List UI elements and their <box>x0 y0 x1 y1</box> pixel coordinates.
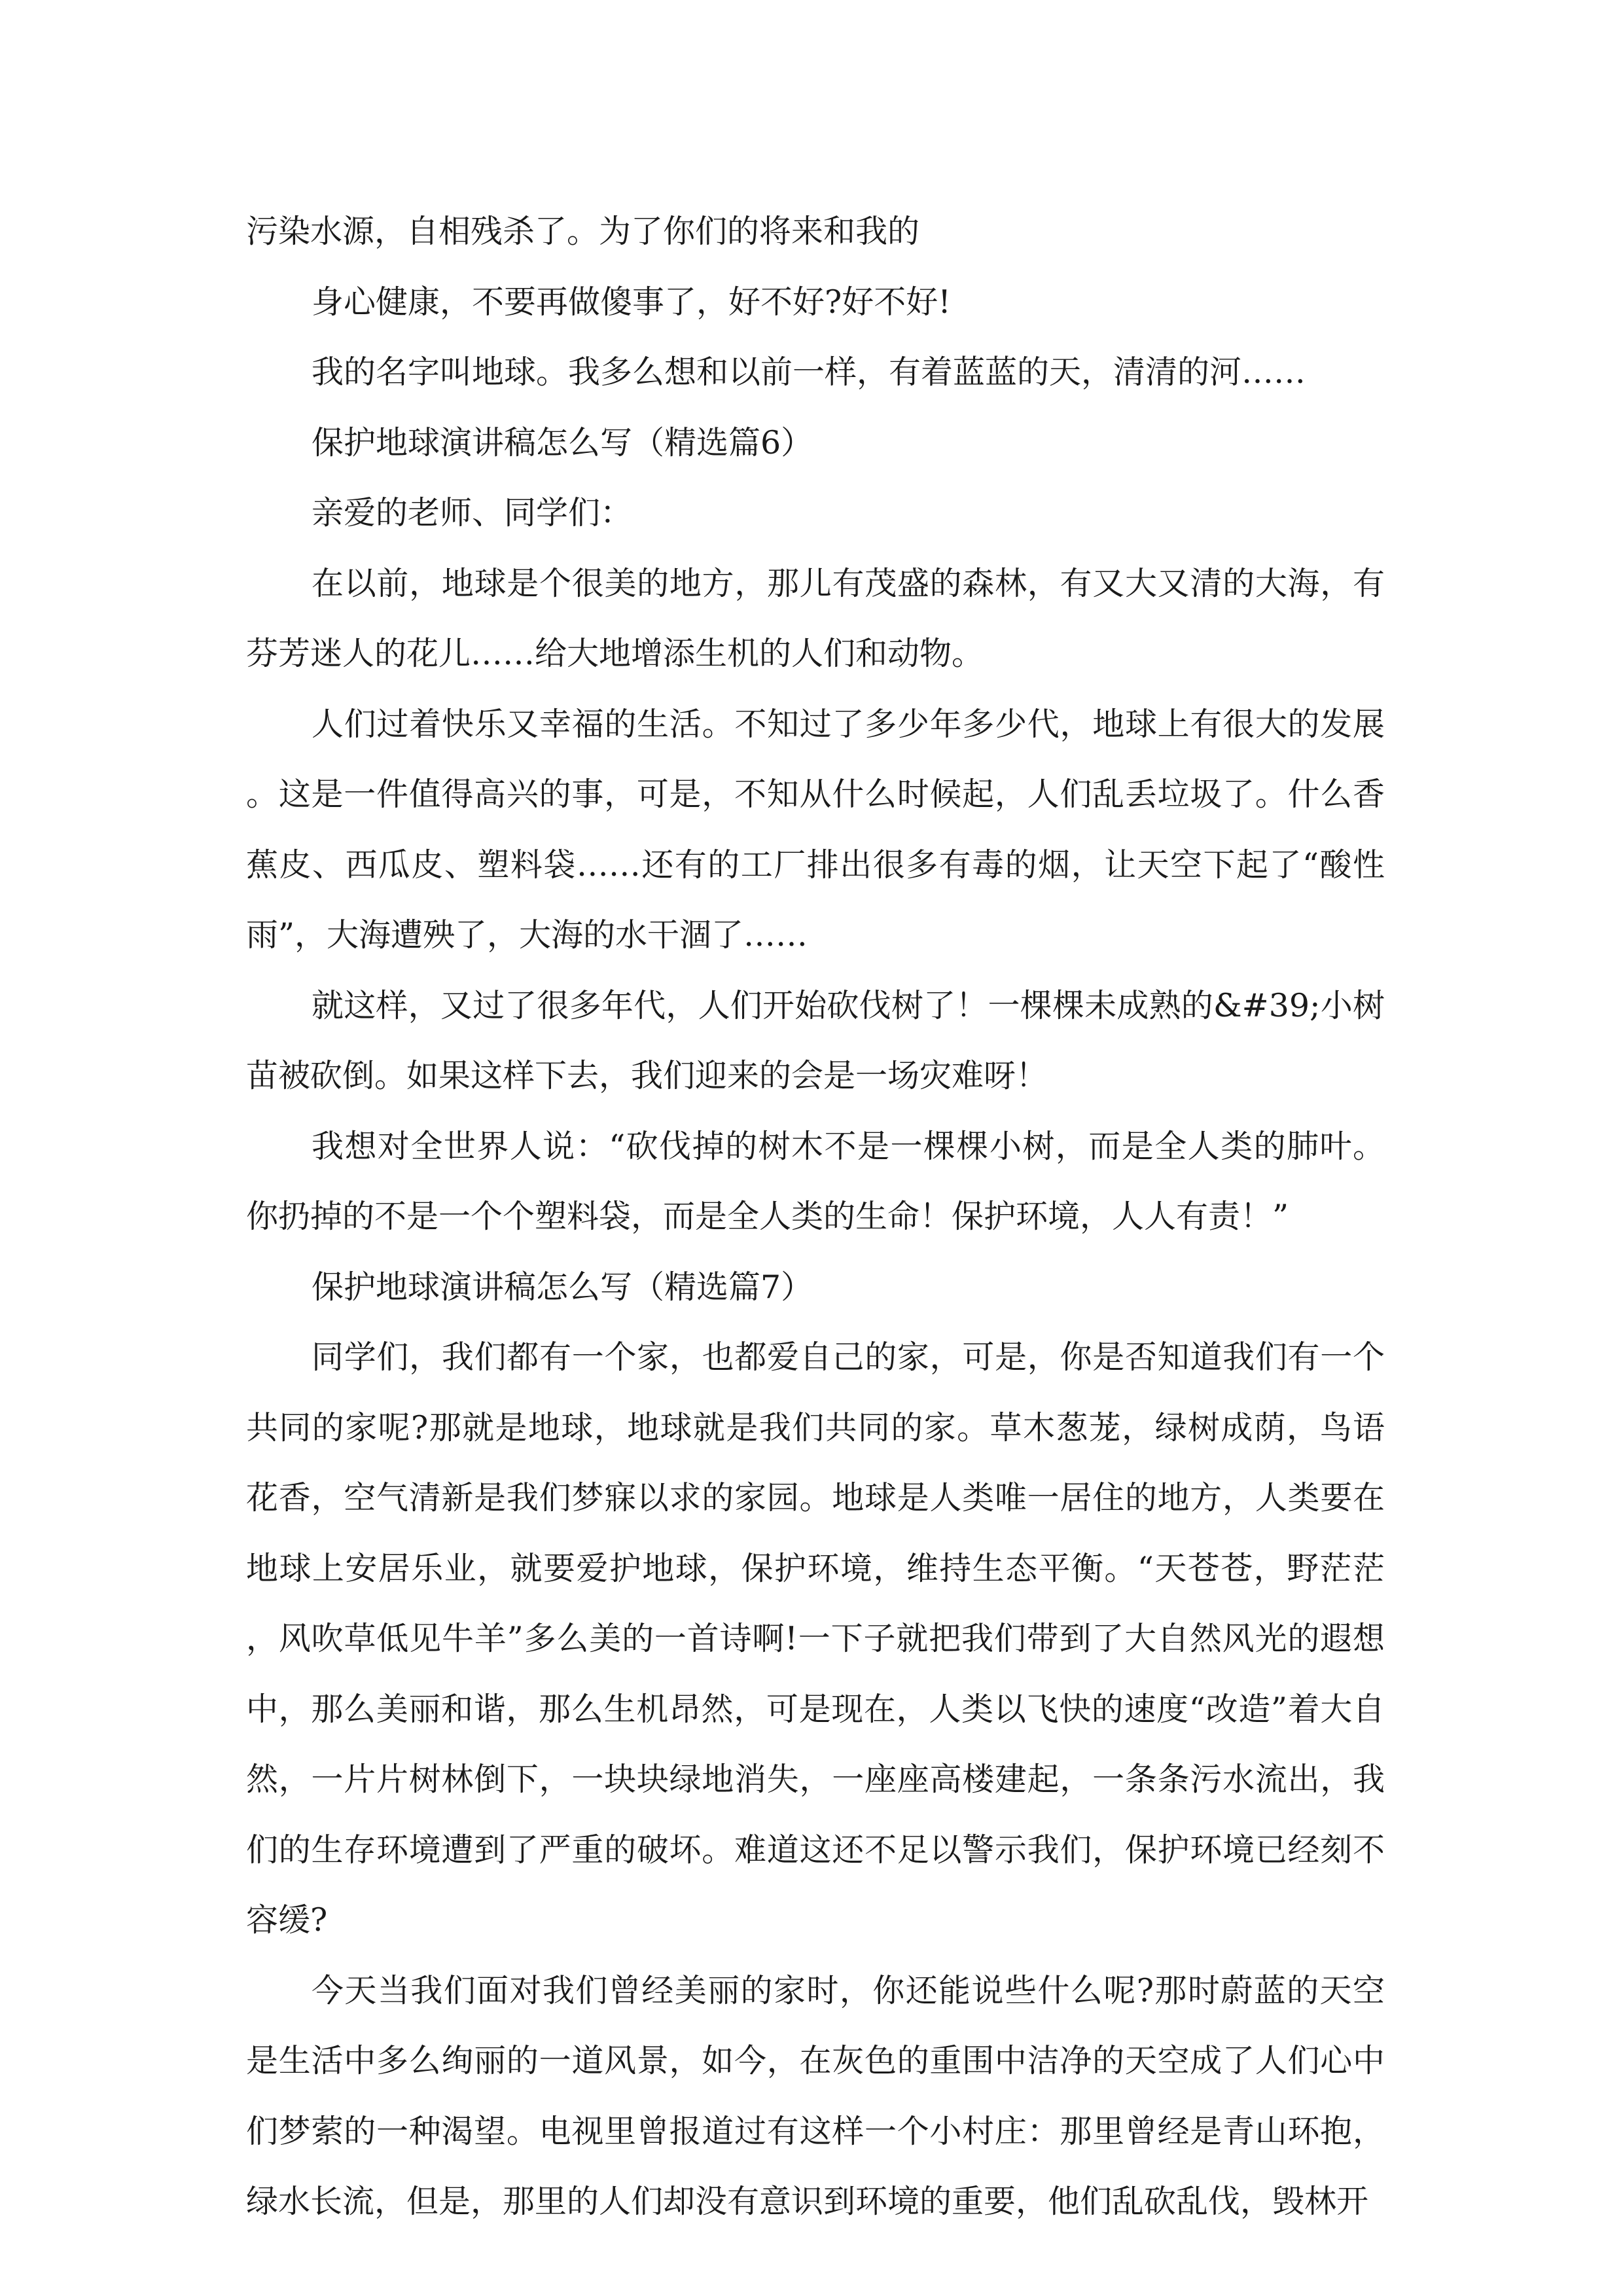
paragraph: 身心健康，不要再做傻事了，好不好?好不好! <box>312 283 951 321</box>
paragraph: 我的名字叫地球。我多么想和以前一样，有着蓝蓝的天，清清的河…… <box>312 353 1306 391</box>
paragraph: 在以前，地球是个很美的地方，那儿有茂盛的森林，有又大又清的大海，有芬芳迷人的花儿……给大地增添生机的人们和动物。 <box>246 564 1385 672</box>
body-text <box>246 196 1385 2237</box>
paragraph: 就这样，又过了很多年代，人们开始砍伐树了！一棵棵未成熟的&#39;小树苗被砍倒。如果这样下去，我们迎来的会是一场灾难呀！ <box>246 986 1385 1094</box>
paragraph: 人们过着快乐又幸福的生活。不知过了多少年多少代，地球上有很大的发展。这是一件值得高兴的事，可是，不知从什么时候起，人们乱丢垃圾了。什么香蕉皮、西瓜皮、塑料袋……还有的工厂排出很多有毒的烟，让天空下起了“酸性雨”，大海遭殃了，大海的水干涸了…… <box>246 705 1385 954</box>
paragraph-continuation: 污染水源，自相残杀了。为了你们的将来和我的 <box>246 213 920 250</box>
paragraph: 同学们，我们都有一个家，也都爱自己的家，可是，你是否知道我们有一个共同的家呢?那就是地球，地球就是我们共同的家。草木葱茏，绿树成荫，鸟语花香，空气清新是我们梦寐以求的家园。地球是人类唯一居住的地方，人类要在地球上安居乐业，就要爱护地球，保护环境，维持生态平衡。“天苍苍，野茫茫，风吹草低见牛羊”多么美的一首诗啊!一下子就把我们带到了大自然风光的遐想中，那么美丽和谐，那么生机昂然，可是现在，人类以飞快的速度“改造”着大自然，一片片树林倒下，一块块绿地消失，一座座高楼建起，一条条污水流出，我们的生存环境遭到了严重的破坏。难道这还不足以警示我们，保护环境已经刻不容缓? <box>246 1338 1385 1939</box>
section-heading: 保护地球演讲稿怎么写（精选篇6） <box>312 423 813 461</box>
paragraph: 我想对全世界人说：“砍伐掉的树木不是一棵棵小树，而是全人类的肺叶。你扔掉的不是一个个塑料袋，而是全人类的生命！保护环境，人人有责！” <box>246 1127 1385 1235</box>
salutation: 亲爱的老师、同学们： <box>312 494 633 531</box>
paragraph: 今天当我们面对我们曾经美丽的家时，你还能说些什么呢?那时蔚蓝的天空是生活中多么绚丽的一道风景，如今，在灰色的重围中洁净的天空成了人们心中们梦萦的一种渴望。电视里曾报道过有这样一个小村庄：那里曾经是青山环抱，绿水长流，但是，那里的人们却没有意识到环境的重要，他们乱砍乱伐，毁林开 <box>246 1971 1385 2220</box>
section-heading: 保护地球演讲稿怎么写（精选篇7） <box>312 1268 813 1306</box>
